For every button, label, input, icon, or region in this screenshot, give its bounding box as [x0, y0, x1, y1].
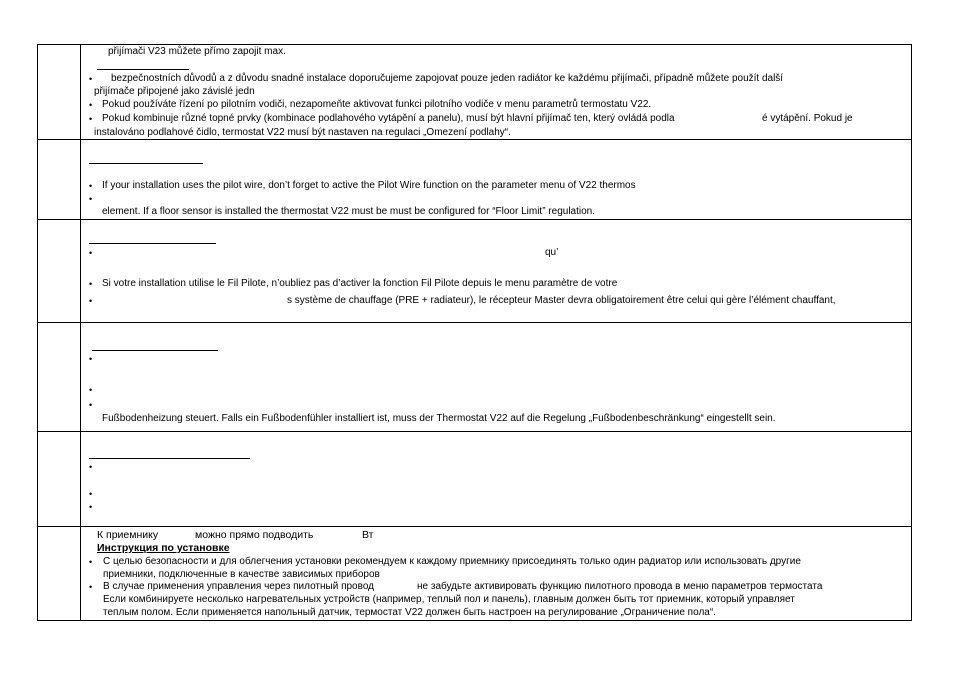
text-line: приемники, подключенные в качестве зависимых приборов: [103, 569, 380, 580]
bullet: •: [89, 194, 93, 204]
heading-underline: [89, 163, 203, 164]
bullet: •: [89, 502, 93, 512]
text-line: qu’: [545, 247, 559, 258]
content-cell: [80, 431, 912, 526]
text-line: В случае применения управления через пилотный провод: [103, 581, 374, 592]
bullet: •: [89, 296, 93, 306]
text-line: Вт: [362, 529, 374, 541]
row-divider: [37, 44, 912, 45]
heading-underline: [89, 243, 216, 244]
text-line: Если комбинируете несколько нагревательных устройств (например, теплый пол и панель), главным должен быть тот приемник, который управляет: [103, 594, 795, 605]
bullet: •: [89, 181, 93, 191]
row-divider: [37, 139, 912, 140]
text-line: If your installation uses the pilot wire, don’t forget to active the Pilot Wire function on the parameter menu of V22 thermos: [102, 180, 636, 191]
bullet: •: [89, 100, 93, 110]
text-line: можно прямо подводить: [195, 529, 314, 541]
row-divider: [37, 219, 912, 220]
section-heading: Инструкция по установке: [97, 542, 230, 554]
text-line: přijímače připojené jako závislé jedn: [94, 86, 255, 97]
bullet: •: [89, 74, 93, 84]
bullet: •: [89, 279, 93, 289]
row-divider: [37, 526, 912, 527]
label-cell: [37, 219, 81, 322]
bullet: •: [89, 462, 93, 472]
heading-underline: [97, 69, 189, 70]
row-divider: [37, 322, 912, 323]
bullet: •: [89, 557, 93, 567]
bullet: •: [89, 385, 93, 395]
text-line: Fußbodenheizung steuert. Falls ein Fußbodenfühler installiert ist, muss der Thermostat V22 auf die Regelung „Fußbodenbeschränkung“ eingestellt sein.: [102, 413, 776, 424]
heading-underline: [92, 350, 218, 351]
row-divider: [37, 431, 912, 432]
label-cell: [37, 526, 81, 621]
text-line: С целью безопасности и для облегчения установки рекомендуем к каждому приемнику присоединять только один радиатор или использовать другие: [103, 556, 801, 567]
bullet: •: [89, 248, 93, 258]
text-line: К приемнику: [97, 529, 159, 541]
label-cell: [37, 44, 81, 139]
text-line: instalováno podlahové čidlo, termostat V22 musí být nastaven na regulaci „Omezení podlahy“.: [94, 127, 511, 138]
table-row: [37, 431, 912, 526]
text-line: теплым полом. Если применяется напольный датчик, термостат V22 должен быть настроен на регулирование „Ограничение пола“.: [103, 607, 716, 618]
text-line: не забудьте активировать функцию пилотного провода в меню параметров термостата: [417, 581, 823, 592]
text-line: Pokud kombinuje různé topné prvky (kombinace podlahového vytápění a panelu), musí být hlavní přijímač ten, který ovládá podla: [102, 113, 675, 124]
row-divider: [37, 620, 912, 621]
bullet: •: [89, 489, 93, 499]
bullet: •: [89, 582, 93, 592]
bullet: •: [89, 400, 93, 410]
text-line: Si votre installation utilise le Fil Pilote, n’oubliez pas d’activer la fonction Fil Pilote depuis le menu paramètre de votre: [102, 278, 618, 289]
label-cell: [37, 322, 81, 431]
label-cell: [37, 139, 81, 219]
text-line: Pokud používáte řízení po pilotním vodiči, nezapomeňte aktivovat funkci pilotního vodiče v menu parametrů termostatu V22.: [102, 99, 652, 110]
text-line: přijímači V23 můžete přímo zapojit max.: [108, 46, 286, 57]
text-line: s système de chauffage (PRE + radiateur), le récepteur Master devra obligatoirement être celui qui gère l’élément chauffant,: [287, 295, 836, 306]
bullet: •: [89, 114, 93, 124]
text-line: element. If a floor sensor is installed the thermostat V22 must be must be configured for “Floor Limit” regulation.: [102, 206, 596, 217]
heading-underline: [89, 458, 250, 459]
text-line: é vytápění. Pokud je: [762, 113, 853, 124]
bullet: •: [89, 354, 93, 364]
label-cell: [37, 431, 81, 526]
text-line: bezpečnostních důvodů a z důvodu snadné instalace doporučujeme zapojovat pouze jeden radiátor ke každému přijímači, případně můžete použít další: [111, 73, 784, 84]
